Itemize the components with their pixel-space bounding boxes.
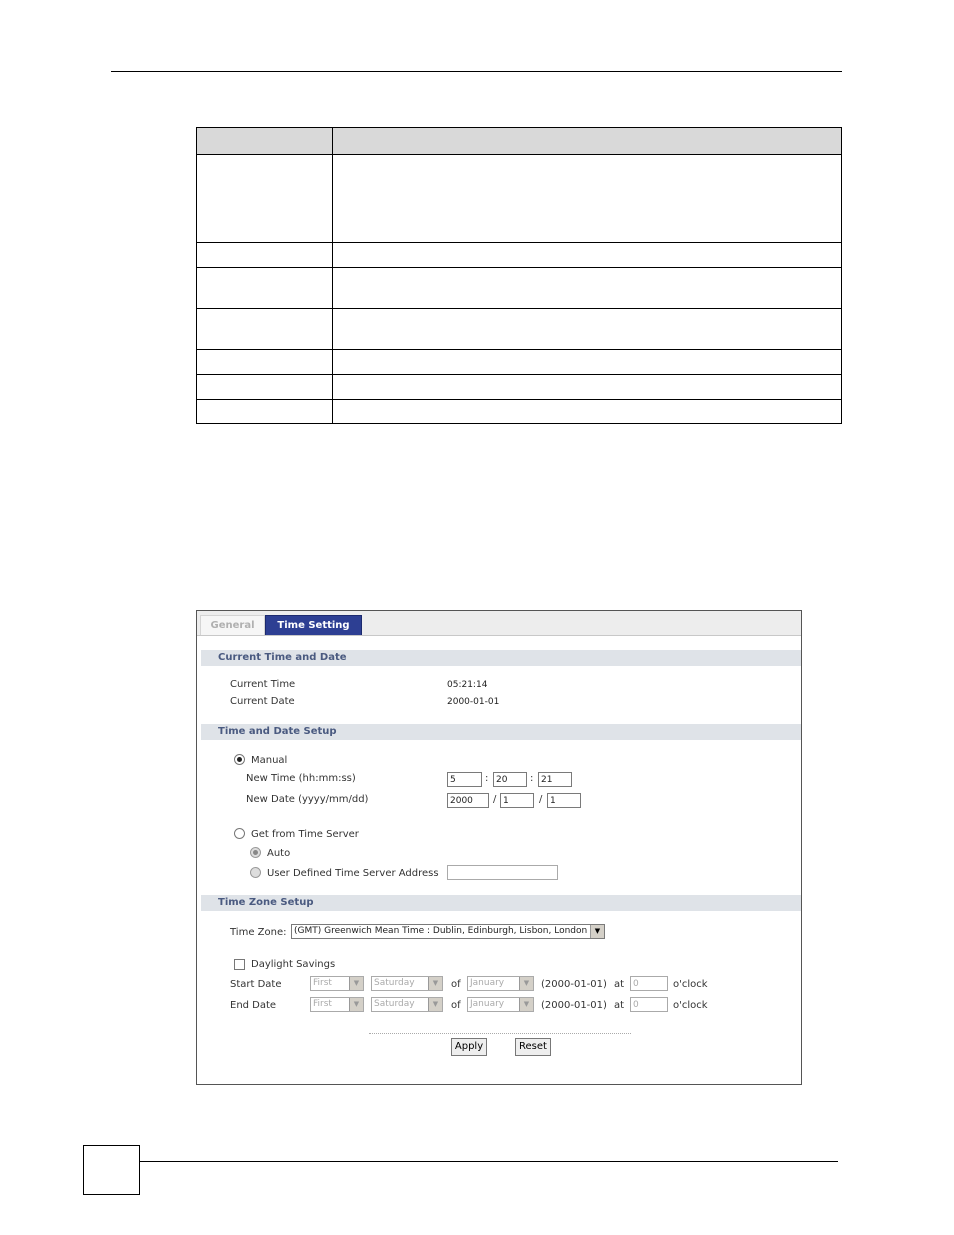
oclock-label: o'clock — [673, 1000, 708, 1011]
at-label: at — [614, 979, 625, 990]
start-day-select[interactable] — [371, 976, 443, 991]
section-time-zone-setup — [201, 895, 801, 911]
end-week-select[interactable] — [310, 997, 364, 1012]
table-row — [197, 155, 842, 243]
chevron-down-icon: ▼ — [428, 998, 442, 1011]
time-server-address-input[interactable] — [447, 865, 558, 880]
end-hour-input[interactable]: 0 — [630, 997, 668, 1012]
start-date-label: Start Date — [230, 979, 282, 990]
current-time-label: Current Time — [230, 679, 296, 690]
tab-time-setting[interactable]: Time Setting — [265, 615, 362, 635]
table-row — [197, 268, 842, 309]
section-title: Time and Date Setup — [218, 726, 337, 737]
time-setting-screen — [196, 610, 802, 1085]
end-week-value: First — [313, 999, 332, 1009]
start-month-select[interactable] — [467, 976, 534, 991]
time-separator: : — [485, 773, 489, 784]
user-defined-radio[interactable] — [250, 867, 261, 878]
new-date-label: New Date (yyyy/mm/dd) — [246, 794, 369, 805]
date-separator: / — [493, 794, 497, 805]
new-time-minute-input[interactable]: 20 — [493, 772, 527, 787]
oclock-label: o'clock — [673, 979, 708, 990]
time-server-radio[interactable] — [234, 828, 245, 839]
time-zone-value: (GMT) Greenwich Mean Time : Dublin, Edinburgh, Lisbon, London — [294, 926, 588, 936]
at-label: at — [614, 1000, 625, 1011]
time-zone-select[interactable] — [291, 924, 605, 939]
start-date-text: (2000-01-01) — [541, 979, 607, 990]
chevron-down-icon: ▼ — [519, 998, 533, 1011]
table-row — [197, 243, 842, 268]
new-time-hour-input[interactable]: 5 — [447, 772, 482, 787]
end-month-value: January — [470, 999, 505, 1009]
end-date-label: End Date — [230, 1000, 277, 1011]
button-divider — [369, 1033, 631, 1034]
start-day-value: Saturday — [374, 978, 415, 988]
reset-button[interactable]: Reset — [515, 1038, 551, 1056]
auto-radio[interactable] — [250, 847, 261, 858]
table-row — [197, 375, 842, 400]
user-defined-label: User Defined Time Server Address — [267, 868, 439, 879]
time-server-label: Get from Time Server — [251, 829, 359, 840]
daylight-savings-label: Daylight Savings — [251, 959, 336, 970]
manual-label: Manual — [251, 755, 288, 766]
new-date-day-input[interactable]: 1 — [547, 793, 581, 808]
of-label: of — [451, 1000, 461, 1011]
auto-label: Auto — [267, 848, 291, 859]
new-time-label: New Time (hh:mm:ss) — [246, 773, 356, 784]
table-row — [197, 400, 842, 424]
footer-rule — [140, 1161, 838, 1162]
tab-general[interactable]: General — [200, 615, 265, 635]
new-date-year-input[interactable]: 2000 — [447, 793, 489, 808]
end-day-value: Saturday — [374, 999, 415, 1009]
start-week-value: First — [313, 978, 332, 988]
section-title: Current Time and Date — [218, 652, 347, 663]
table-row — [197, 350, 842, 375]
chevron-down-icon: ▼ — [349, 977, 363, 990]
chevron-down-icon: ▼ — [349, 998, 363, 1011]
of-label: of — [451, 979, 461, 990]
end-date-text: (2000-01-01) — [541, 1000, 607, 1011]
apply-button[interactable]: Apply — [451, 1038, 487, 1056]
table-header-row — [197, 128, 842, 155]
tab-bar — [197, 611, 801, 636]
header-rule — [111, 71, 842, 72]
daylight-savings-checkbox[interactable] — [234, 959, 245, 970]
end-day-select[interactable] — [371, 997, 443, 1012]
chevron-down-icon: ▼ — [519, 977, 533, 990]
end-month-select[interactable] — [467, 997, 534, 1012]
new-date-month-input[interactable]: 1 — [500, 793, 534, 808]
time-zone-label: Time Zone: — [230, 927, 287, 938]
chevron-down-icon: ▼ — [590, 925, 604, 938]
description-table — [196, 127, 842, 424]
section-time-date-setup — [201, 724, 801, 740]
date-separator: / — [539, 794, 543, 805]
table-row — [197, 309, 842, 350]
section-current-time-date — [201, 650, 801, 666]
start-month-value: January — [470, 978, 505, 988]
manual-radio[interactable] — [234, 754, 245, 765]
current-date-value: 2000-01-01 — [447, 697, 500, 707]
section-title: Time Zone Setup — [218, 897, 314, 908]
current-date-label: Current Date — [230, 696, 295, 707]
chevron-down-icon: ▼ — [428, 977, 442, 990]
page-number-box — [83, 1145, 140, 1195]
current-time-value: 05:21:14 — [447, 680, 488, 690]
start-hour-input[interactable]: 0 — [630, 976, 668, 991]
new-time-second-input[interactable]: 21 — [538, 772, 572, 787]
time-separator: : — [530, 773, 534, 784]
start-week-select[interactable] — [310, 976, 364, 991]
